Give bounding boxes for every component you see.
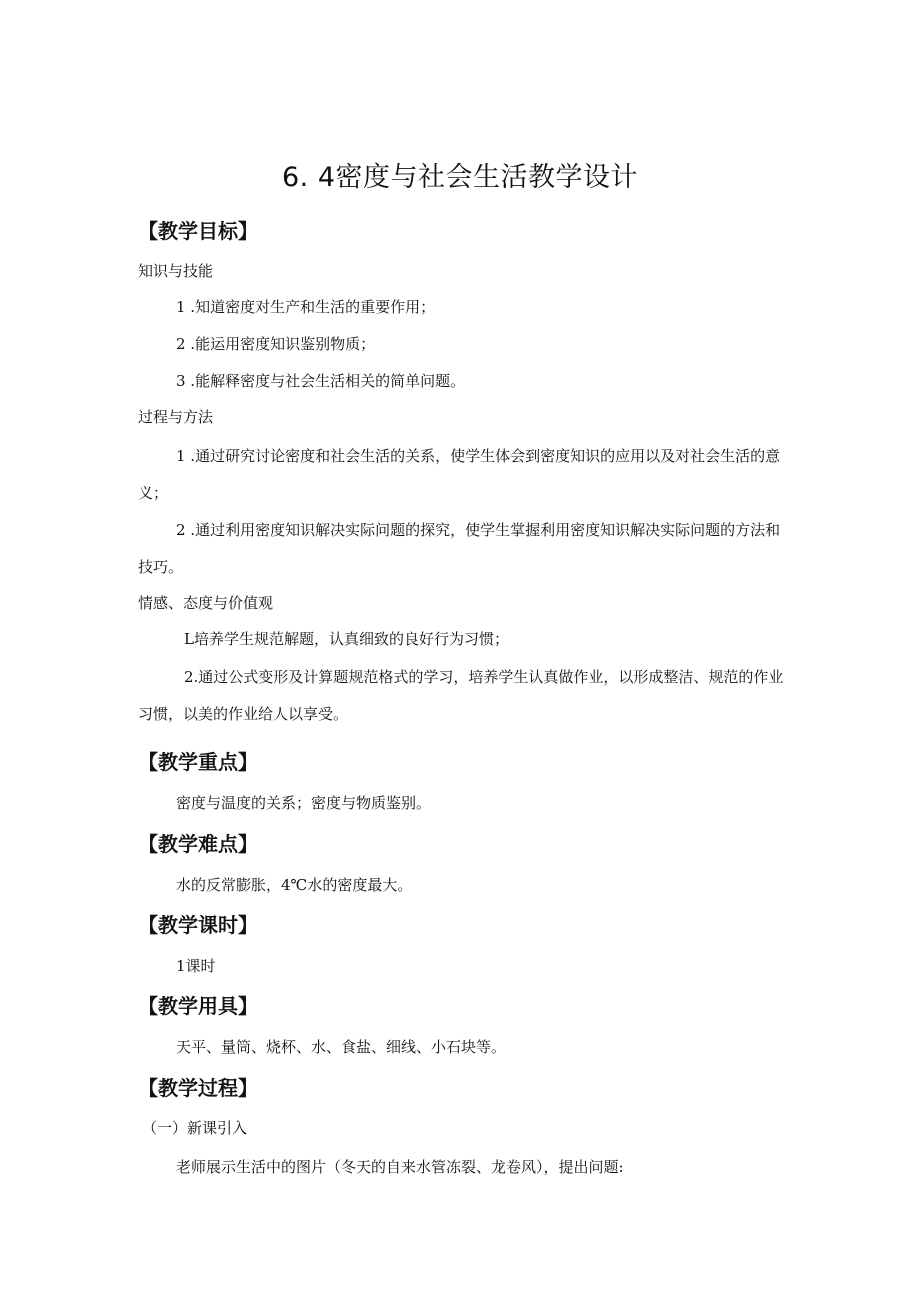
knowledge-item-1: 1 .知道密度对生产和生活的重要作用； [176,298,436,316]
process-section-heading: 【教学过程】 [138,1076,258,1100]
knowledge-label: 知识与技能 [138,262,214,280]
tools-heading: 【教学用具】 [138,994,258,1018]
emotion-item-1: L培养学生规范解题，认真细致的良好行为习惯； [184,630,509,648]
class-hours-text: 1课时 [176,957,216,975]
process-item-1: 1 .通过研究讨论密度和社会生活的关系，使学生体会到密度知识的应用以及对社会生活的意义； [138,447,781,502]
difficulties-heading: 【教学难点】 [138,832,258,856]
tools-text: 天平、量筒、烧杯、水、食盐、细线、小石块等。 [176,1038,507,1056]
key-points-heading: 【教学重点】 [138,750,258,774]
document-title: 6. 4密度与社会生活教学设计 [281,162,639,193]
key-points-text: 密度与温度的关系；密度与物质鉴别。 [176,794,432,812]
new-lesson-intro-label: （一）新课引入 [142,1119,248,1137]
objectives-heading: 【教学目标】 [138,219,258,243]
new-lesson-intro-text: 老师展示生活中的图片（冬天的自来水管冻裂、龙卷风），提出问题: [176,1158,624,1176]
emotion-item-2: 2.通过公式变形及计算题规范格式的学习，培养学生认真做作业，以形成整洁、规范的作业习惯，以美的作业给人以享受。 [138,668,784,723]
class-hours-heading: 【教学课时】 [138,913,258,937]
process-item-2: 2 .通过利用密度知识解决实际问题的探究，使学生掌握利用密度知识解决实际问题的方法和技巧。 [138,521,781,576]
knowledge-item-2: 2 .能运用密度知识鉴别物质； [176,335,376,353]
knowledge-item-3: 3 .能解释密度与社会生活相关的简单问题。 [176,372,466,390]
emotion-label: 情感、态度与价值观 [138,594,274,612]
process-label: 过程与方法 [138,408,214,426]
difficulties-text: 水的反常膨胀，4℃水的密度最大。 [176,876,413,894]
